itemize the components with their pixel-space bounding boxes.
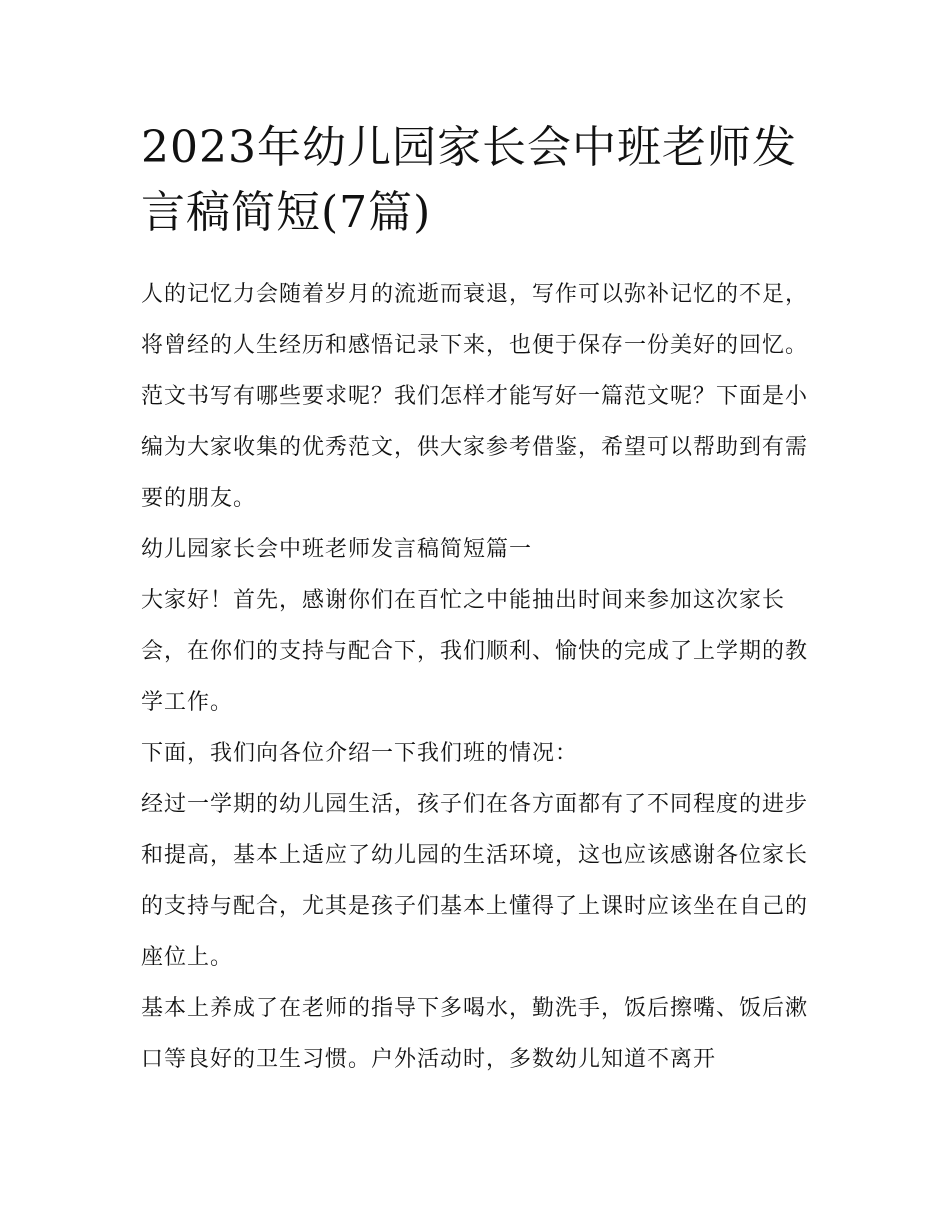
paragraph-progress: 经过一学期的幼儿园生活，孩子们在各方面都有了不同程度的进步和提高，基本上适应了幼儿园的生活环境，这也应该感谢各位家长的支持与配合，尤其是孩子们基本上懂得了上课时应该坐在自己的座位上。 — [141, 792, 809, 970]
document-body — [141, 269, 821, 1085]
paragraph-greeting: 大家好！首先，感谢你们在百忙之中能抽出时间来参加这次家长会，在你们的支持与配合下，我们顺利、愉快的完成了上学期的教学工作。 — [141, 588, 809, 715]
section-heading: 幼儿园家长会中班老师发言稿简短篇一 — [141, 537, 533, 562]
document-page — [141, 115, 821, 1085]
document-title: 2023年幼儿园家长会中班老师发言稿简短(7篇) — [141, 122, 797, 238]
paragraph-habits: 基本上养成了在老师的指导下多喝水，勤洗手，饭后擦嘴、饭后漱口等良好的卫生习惯。户外活动时，多数幼儿知道不离开 — [141, 996, 809, 1072]
paragraph-class-intro: 下面，我们向各位介绍一下我们班的情况： — [141, 741, 579, 766]
paragraph-intro: 人的记忆力会随着岁月的流逝而衰退，写作可以弥补记忆的不足，将曾经的人生经历和感悟记录下来，也便于保存一份美好的回忆。范文书写有哪些要求呢？我们怎样才能写好一篇范文呢？下面是小编为大家收集的优秀范文，供大家参考借鉴，希望可以帮助到有需要的朋友。 — [141, 282, 809, 511]
